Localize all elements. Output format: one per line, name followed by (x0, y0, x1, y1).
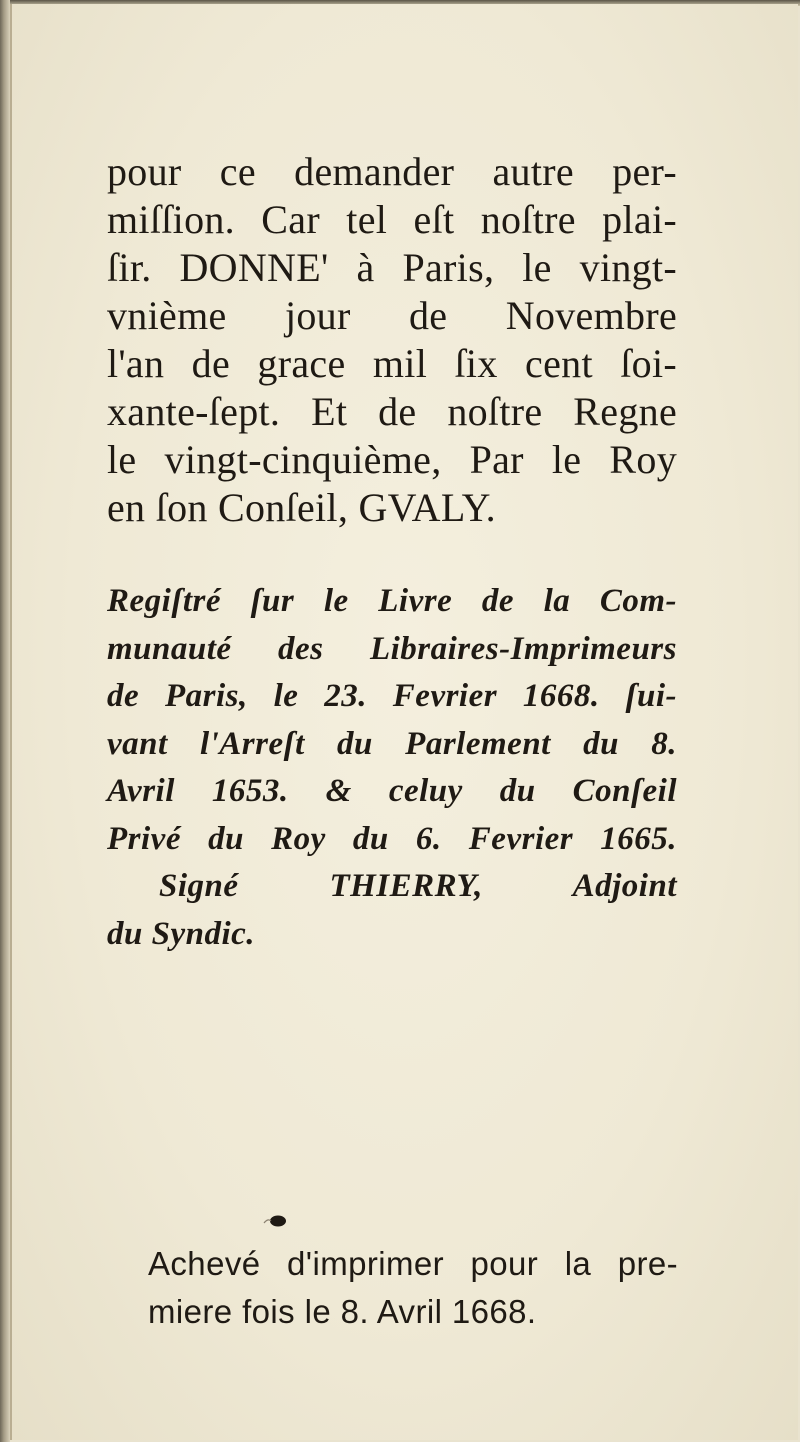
colophon-line: miere fois le 8. Avril 1668. (148, 1293, 537, 1330)
privilege-line: le vingt-cinquième, Par le Roy (107, 437, 677, 482)
privilege-line: l'an de grace mil ſix cent ſoi- (107, 341, 677, 386)
privilege-line: pour ce demander autre per- (107, 149, 677, 194)
privilege-line: xante-ſept. Et de noſtre Regne (107, 389, 677, 434)
registration-line: de Paris, le 23. Fevrier 1668. ſui- (107, 678, 677, 714)
registration-line: du Syndic. (107, 915, 256, 952)
colophon (148, 1240, 678, 1336)
registration-line: Signé THIERRY, Adjoint (159, 868, 677, 904)
colophon-line: Achevé d'imprimer pour la pre- (148, 1245, 678, 1282)
printer-ornament-icon (262, 1214, 288, 1228)
registration-line: vant l'Arreſt du Parlement du 8. (107, 725, 677, 762)
privilege-line: ſir. DONNE' à Paris, le vingt- (107, 245, 677, 290)
privilege-paragraph (107, 148, 677, 532)
privilege-line: miſſion. Car tel eſt noſtre plai- (107, 197, 677, 242)
privilege-line: en ſon Conſeil, GVALY. (107, 485, 496, 530)
page-binding-edge (0, 0, 10, 1442)
registration-line: Regiſtré ſur le Livre de la Com- (107, 583, 677, 619)
registration-line: Avril 1653. & celuy du Conſeil (107, 773, 677, 809)
registration-line: Privé du Roy du 6. Fevrier 1665. (107, 820, 677, 857)
registration-line: munauté des Libraires-Imprimeurs (107, 630, 677, 667)
privilege-line: vnième jour de Novembre (107, 293, 677, 338)
registration-paragraph (107, 578, 677, 958)
